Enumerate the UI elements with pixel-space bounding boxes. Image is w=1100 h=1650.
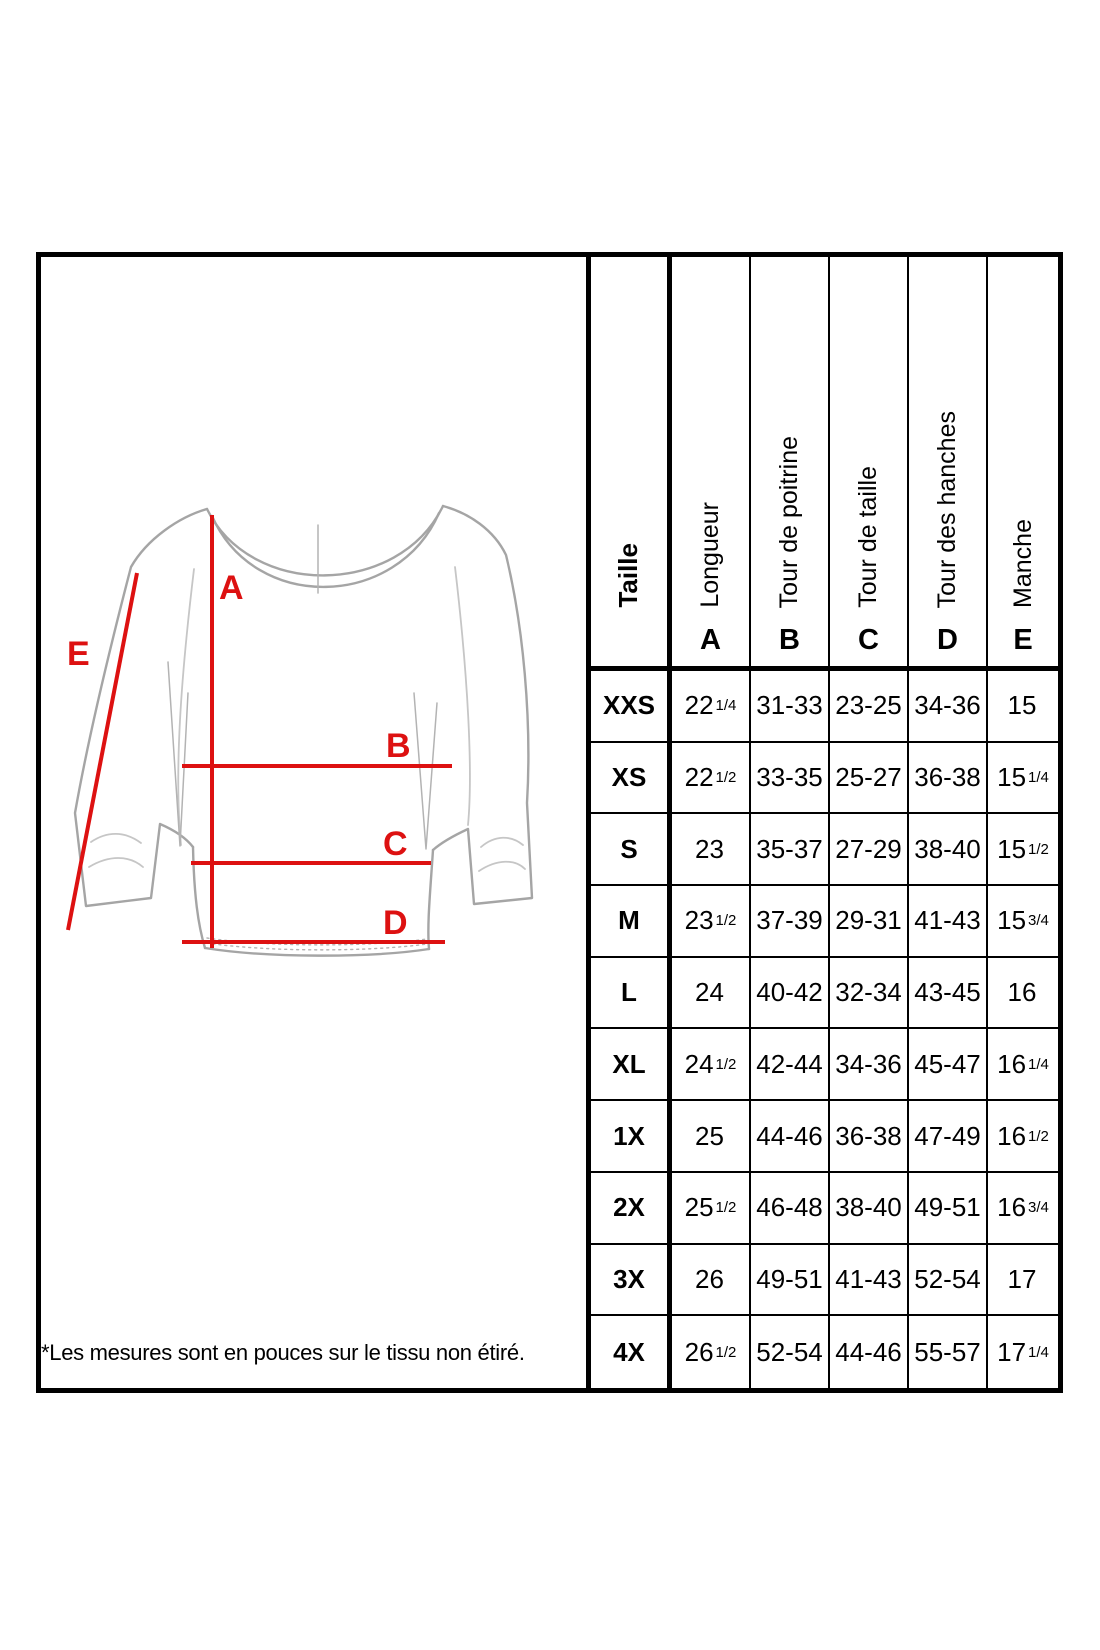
value-cell: 37-39	[751, 886, 830, 958]
garment-sketch	[75, 506, 532, 956]
column-letter-a: A	[700, 623, 721, 656]
value-main: 16	[997, 1048, 1027, 1079]
value-cell	[672, 814, 751, 886]
value-main: 26	[684, 1336, 714, 1367]
column-header-manche-label: Manche	[1008, 519, 1037, 608]
value-main: 22	[684, 762, 714, 793]
value-cell: 29-31	[830, 886, 909, 958]
size-cell: 2X	[591, 1173, 672, 1245]
value-frac: 1/4	[1028, 1343, 1049, 1361]
measurement-label-b: B	[386, 727, 411, 765]
value-frac: 1/4	[1028, 1055, 1049, 1073]
measurement-label-c: C	[383, 825, 408, 863]
value-frac: 1/4	[715, 697, 737, 715]
value-frac: 3/4	[1028, 912, 1049, 930]
neckline-outer	[207, 506, 443, 575]
value-frac: 1/2	[715, 912, 737, 930]
size-cell: M	[591, 886, 672, 958]
value-cell	[672, 743, 751, 815]
value-frac: 1/2	[715, 1199, 737, 1217]
value-cell: 38-40	[909, 814, 988, 886]
right-underarm-seam	[414, 693, 437, 849]
value-cell: 38-40	[830, 1173, 909, 1245]
size-cell: 3X	[591, 1245, 672, 1317]
value-cell: 35-37	[751, 814, 830, 886]
measurement-label-e: E	[67, 635, 90, 673]
right-cuff-fold-1	[481, 838, 523, 847]
value-cell: 45-47	[909, 1029, 988, 1101]
value-main: 17	[997, 1336, 1027, 1367]
value-main: 22	[684, 690, 714, 721]
value-cell	[988, 1316, 1058, 1388]
value-cell	[672, 1029, 751, 1101]
value-frac: 1/2	[1028, 1127, 1049, 1145]
value-cell: 36-38	[909, 743, 988, 815]
measurement-note: *Les mesures sont en pouces sur le tissu non étiré.	[41, 1340, 525, 1365]
value-cell	[672, 1173, 751, 1245]
value-cell	[988, 1101, 1058, 1173]
right-cuff-fold-2	[479, 862, 525, 871]
value-cell: 49-51	[909, 1173, 988, 1245]
value-main: 15	[997, 833, 1027, 864]
value-cell: 44-46	[751, 1101, 830, 1173]
value-cell	[672, 1101, 751, 1173]
value-cell	[672, 1316, 751, 1388]
value-cell: 52-54	[909, 1245, 988, 1317]
value-main: 16	[1007, 977, 1037, 1008]
size-cell: 4X	[591, 1316, 672, 1388]
value-frac: 1/2	[1028, 840, 1049, 858]
size-cell: XL	[591, 1029, 672, 1101]
garment-diagram-svg	[41, 257, 586, 1388]
value-cell: 41-43	[909, 886, 988, 958]
value-main: 26	[695, 1263, 724, 1294]
value-cell: 23-25	[830, 671, 909, 743]
hem-stitch-2	[207, 943, 427, 950]
value-main: 15	[997, 905, 1027, 936]
column-header-taille-tour	[830, 257, 909, 671]
column-letter-d: D	[937, 623, 958, 656]
right-sleeve-outline	[433, 506, 532, 904]
column-header-poitrine	[751, 257, 830, 671]
hem-edge	[205, 948, 429, 956]
value-main: 25	[695, 1120, 724, 1151]
value-frac: 1/2	[715, 1055, 737, 1073]
value-cell	[988, 886, 1058, 958]
column-header-hanches-label: Tour des hanches	[933, 410, 962, 608]
size-chart-panel	[36, 252, 1063, 1393]
value-cell	[672, 1245, 751, 1317]
left-cuff-fold-2	[89, 858, 143, 867]
value-cell: 44-46	[830, 1316, 909, 1388]
column-header-longueur-label: Longueur	[696, 502, 725, 608]
column-letter-c: C	[858, 623, 879, 656]
value-main: 17	[1007, 1263, 1037, 1294]
size-cell: XXS	[591, 671, 672, 743]
value-main: 15	[997, 762, 1027, 793]
value-cell: 36-38	[830, 1101, 909, 1173]
value-cell	[988, 671, 1058, 743]
value-cell: 34-36	[830, 1029, 909, 1101]
value-main: 16	[997, 1120, 1027, 1151]
size-cell: S	[591, 814, 672, 886]
value-cell	[672, 958, 751, 1030]
garment-diagram	[41, 257, 586, 1388]
measurement-line-e	[68, 573, 137, 930]
value-cell: 27-29	[830, 814, 909, 886]
value-cell	[988, 1029, 1058, 1101]
value-cell: 46-48	[751, 1173, 830, 1245]
value-cell	[988, 1245, 1058, 1317]
column-header-taille-tour-label: Tour de taille	[854, 466, 883, 608]
value-main: 24	[695, 977, 724, 1008]
measurement-lines	[67, 515, 452, 948]
value-cell: 25-27	[830, 743, 909, 815]
measurement-label-d: D	[383, 904, 408, 942]
value-cell: 34-36	[909, 671, 988, 743]
value-cell	[672, 671, 751, 743]
value-frac: 1/2	[715, 769, 737, 787]
left-inner-seam	[178, 569, 194, 845]
column-header-longueur	[672, 257, 751, 671]
column-header-manche	[988, 257, 1058, 671]
value-cell: 49-51	[751, 1245, 830, 1317]
value-main: 25	[684, 1192, 714, 1223]
value-cell: 52-54	[751, 1316, 830, 1388]
value-main: 15	[1007, 690, 1037, 721]
column-header-taille	[591, 257, 672, 671]
value-cell	[988, 958, 1058, 1030]
value-cell: 42-44	[751, 1029, 830, 1101]
value-cell: 41-43	[830, 1245, 909, 1317]
value-cell: 40-42	[751, 958, 830, 1030]
column-header-hanches	[909, 257, 988, 671]
value-cell: 47-49	[909, 1101, 988, 1173]
value-cell: 33-35	[751, 743, 830, 815]
value-cell: 31-33	[751, 671, 830, 743]
value-cell	[988, 743, 1058, 815]
value-cell	[672, 886, 751, 958]
value-cell: 32-34	[830, 958, 909, 1030]
measurement-label-a: A	[219, 569, 244, 607]
value-cell: 55-57	[909, 1316, 988, 1388]
size-cell: L	[591, 958, 672, 1030]
right-inner-seam	[455, 567, 470, 825]
value-main: 16	[997, 1192, 1027, 1223]
column-letter-b: B	[779, 623, 800, 656]
column-header-taille-label: Taille	[613, 543, 644, 608]
value-main: 23	[695, 833, 724, 864]
value-cell	[988, 814, 1058, 886]
value-frac: 1/2	[715, 1343, 737, 1361]
value-cell	[988, 1173, 1058, 1245]
value-main: 23	[684, 905, 714, 936]
value-frac: 1/4	[1028, 769, 1049, 787]
size-cell: XS	[591, 743, 672, 815]
size-cell: 1X	[591, 1101, 672, 1173]
column-header-poitrine-label: Tour de poitrine	[775, 435, 804, 608]
value-cell: 43-45	[909, 958, 988, 1030]
value-main: 24	[684, 1048, 714, 1079]
value-frac: 3/4	[1028, 1199, 1049, 1217]
left-cuff-fold-1	[91, 834, 141, 843]
size-table	[586, 257, 1058, 1388]
column-letter-e: E	[1013, 623, 1033, 656]
